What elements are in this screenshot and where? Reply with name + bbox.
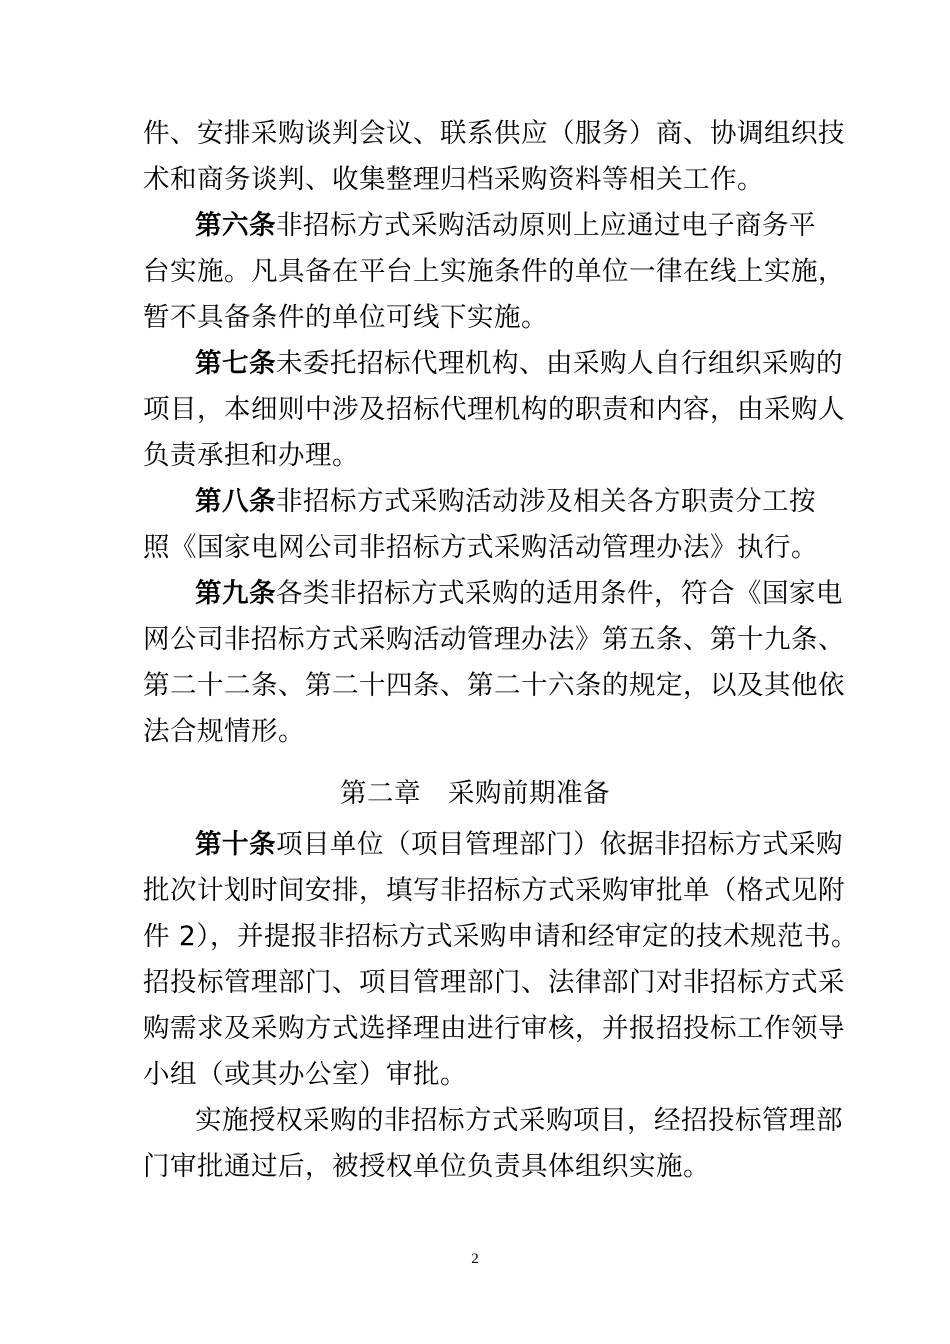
paragraph-first-line: 实施授权采购的非招标方式采购项目，经招投标管理部 (195, 1105, 843, 1136)
article-label: 第六条 (195, 210, 276, 241)
body-text-line: 照《国家电网公司非招标方式采购活动管理办法》执行。 (143, 532, 818, 563)
body-text-line: 门审批通过后，被授权单位负责具体组织实施。 (143, 1151, 710, 1182)
article-label: 第七条 (195, 348, 276, 379)
article-9-heading-line: 第九条各类非招标方式采购的适用条件，符合《国家电 (195, 578, 843, 609)
chapter-heading: 第二章 采购前期准备 (340, 778, 610, 809)
body-text-line: 负责承担和办理。 (143, 440, 359, 471)
article-10-heading-line: 第十条项目单位（项目管理部门）依据非招标方式采购 (195, 829, 843, 860)
article-8-heading-line: 第八条非招标方式采购活动涉及相关各方职责分工按 (195, 486, 816, 517)
article-label: 第八条 (195, 486, 276, 517)
article-label: 第十条 (195, 829, 276, 860)
body-text-line: 台实施。凡具备在平台上实施条件的单位一律在线上实施， (143, 256, 845, 287)
body-text-line: 项目，本细则中涉及招标代理机构的职责和内容，由采购人 (143, 394, 845, 425)
body-text-line: 法合规情形。 (143, 716, 305, 747)
body-text-line: 招投标管理部门、项目管理部门、法律部门对非招标方式采 (143, 967, 845, 998)
body-text-line: 网公司非招标方式采购活动管理办法》第五条、第十九条、 (143, 624, 845, 655)
article-label: 第九条 (195, 578, 276, 609)
article-7-heading-line: 第七条未委托招标代理机构、由采购人自行组织采购的 (195, 348, 843, 379)
body-text-line: 件 2），并提报非招标方式采购申请和经审定的技术规范书。 (143, 921, 859, 952)
body-text-line: 件、安排采购谈判会议、联系供应（服务）商、协调组织技 (143, 118, 845, 149)
page-number: 2 (471, 1251, 479, 1267)
body-text-line: 暂不具备条件的单位可线下实施。 (143, 302, 548, 333)
body-text-line: 小组（或其办公室）审批。 (143, 1059, 467, 1090)
body-text-line: 第二十二条、第二十四条、第二十六条的规定，以及其他依 (143, 670, 845, 701)
body-text-line: 批次计划时间安排，填写非招标方式采购审批单（格式见附 (143, 875, 845, 906)
article-6-heading-line: 第六条非招标方式采购活动原则上应通过电子商务平 (195, 210, 816, 241)
body-text-line: 术和商务谈判、收集整理归档采购资料等相关工作。 (143, 164, 764, 195)
body-text-line: 购需求及采购方式选择理由进行审核，并报招投标工作领导 (143, 1013, 845, 1044)
